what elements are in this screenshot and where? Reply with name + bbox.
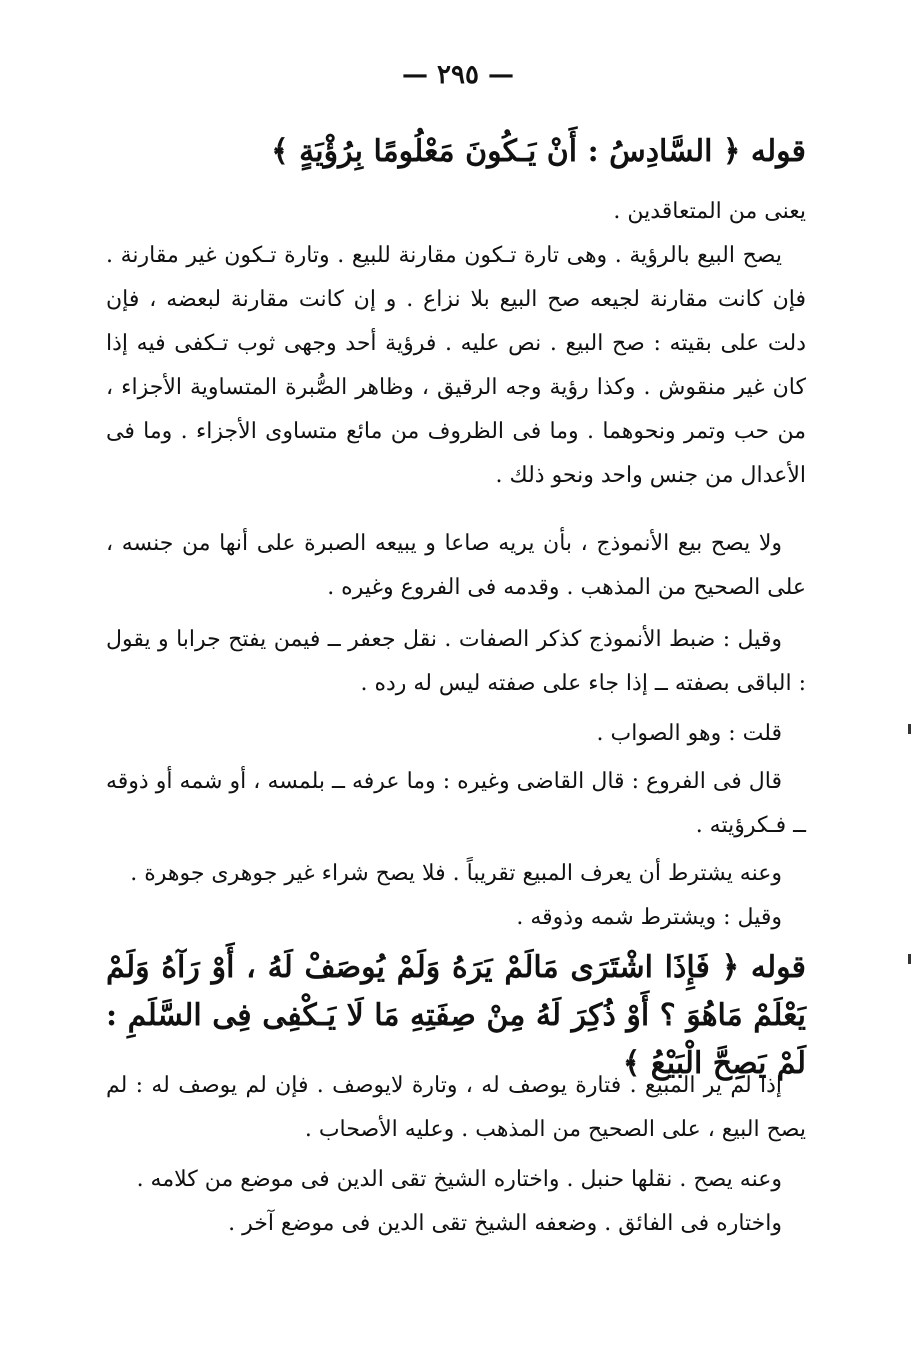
paragraph-text: يعنى من المتعاقدين . [613,199,806,224]
paragraph-text: وعنه يصح . نقلها حنبل . واختاره الشيخ تقى الدين فى موضع من كلامه . [136,1167,782,1192]
paragraph-text: قال فى الفروع : قال القاضى وغيره : وما عرفه ــ بلمسه ، أو شمه أو ذوقه ــ فـكرؤيته . [106,769,806,838]
paragraph-4 [106,618,806,706]
paragraph-text: وعنه يشترط أن يعرف المبيع تقريباً . فلا يصح شراء غير جوهرى جوهرة . [130,861,782,886]
heading-lead: قوله [750,950,806,985]
paragraph-6 [106,760,806,848]
paragraph-text: واختاره فى الفائق . وضعفه الشيخ تقى الدين فى موضع آخر . [228,1211,782,1236]
paragraph-1 [106,190,806,234]
paragraph-9 [106,1158,806,1246]
heading-quote: ﴿ فَإِذَا اشْتَرَى مَالَمْ يَرَهُ وَلَمْ يُوصَفْ لَهُ ، أَوْ رَآهُ وَلَمْ يَعْلَمْ مَاهُوَ ؟ أَوْ ذُكِرَ لَهُ مِنْ صِفَتِهِ مَا لَا يَـكْفِى فِى السَّلَمِ : لَمْ يَصِحَّ الْبَيْعُ ﴾ [106,950,806,1081]
heading-quote: ﴿ السَّادِسُ : أَنْ يَـكُونَ مَعْلُومًا بِرُؤْيَةٍ ﴾ [271,134,741,169]
section-heading-1 [106,128,806,176]
paragraph-2 [106,234,806,498]
paragraph-text: إذا لم ير المبيع . فتارة يوصف له ، وتارة لايوصف . فإن لم يوصف له : لم يصح البيع ، على الصحيح من المذهب . وعليه الأصحاب . [106,1073,806,1142]
paragraph-text: وقيل : ضبط الأنموذج كذكر الصفات . نقل جعفر ــ فيمن يفتح جرابا و يقول : الباقى بصفته ــ إذا جاء على صفته ليس له رده . [106,627,806,696]
page-number: — ٢٩٥ — [401,60,515,90]
paragraph-text: قلت : وهو الصواب . [596,721,782,746]
paragraph-5 [106,712,806,756]
paragraph-3 [106,522,806,610]
paragraph-text: وقيل : ويشترط شمه وذوقه . [516,905,782,930]
paragraph-text: يصح البيع بالرؤية . وهى تارة تـكون مقارنة للبيع . وتارة تـكون غير مقارنة . فإن كانت مقارنة لجيعه صح البيع بلا نزاع . و إن كانت مقارنة لبعضه ، فإن دلت على بقيته : صح البيع . نص عليه . فرؤية أحد وجهى ثوب تـكفى فيه إذا كان غير منقوش . وكذا رؤية وجه الرقيق ، وظاهر الصُّبرة المتساوية الأجزاء ، من حب وتمر ونحوهما . وما فى الظروف من مائع متساوى الأجزاء . وما فى الأعدال من جنس واحد ونحو ذلك . [106,243,806,488]
margin-mark [908,724,911,734]
paragraph-text: ولا يصح بيع الأنموذج ، بأن يريه صاعا و يبيعه الصبرة على أنها من جنسه ، على الصحيح من المذهب . وقدمه فى الفروع وغيره . [106,531,806,600]
margin-mark [908,954,911,964]
paragraph-7 [106,852,806,940]
heading-lead: قوله [750,134,806,169]
paragraph-8 [106,1064,806,1152]
